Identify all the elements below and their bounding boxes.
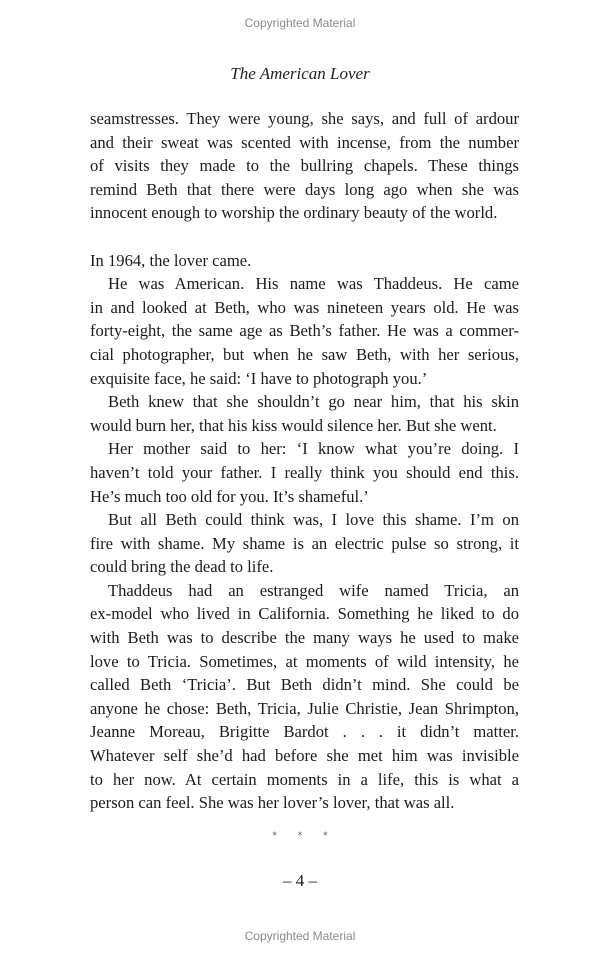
text-line: anyone he chose: Beth, Tricia, Julie Christie, Jean Shrimpton, [90, 698, 519, 718]
text-line: with Beth was to describe the many ways he used to make [90, 628, 519, 648]
text-line: in and looked at Beth, who was nineteen years old. He was [90, 297, 519, 317]
text-line: cial photographer, but when he saw Beth, with her serious, [90, 344, 519, 364]
body-text [90, 107, 519, 815]
text-line: He’s much too old for you. It’s shameful.’ [90, 486, 369, 506]
text-line: exquisite face, he said: ‘I have to photograph you.’ [90, 368, 428, 388]
text-line: love to Tricia. Sometimes, at moments of wild intensity, he [90, 651, 519, 671]
text-line: person can feel. She was her lover’s lover, that was all. [90, 793, 455, 813]
text-line: forty-eight, the same age as Beth’s father. He was a commer- [90, 321, 519, 341]
copyright-watermark-bottom: Copyrighted Material [244, 929, 356, 943]
text-line: Jeanne Moreau, Brigitte Bardot . . . it didn’t matter. [90, 722, 519, 742]
section-break: * * * [272, 831, 328, 841]
page-number: – 4 – [283, 871, 317, 890]
text-line: fire with shame. My shame is an electric pulse so strong, it [90, 533, 519, 553]
text-line: But all Beth could think was, I love this shame. I’m on [108, 510, 519, 530]
text-line: innocent enough to worship the ordinary beauty of the world. [90, 203, 498, 223]
text-line: Thaddeus had an estranged wife named Tricia, an [108, 580, 519, 600]
text-line: Her mother said to her: ‘I know what you’re doing. I [108, 439, 519, 459]
text-line: to her now. At certain moments in a life, this is what a [90, 769, 519, 789]
text-line: In 1964, the lover came. [90, 250, 252, 270]
text-line: could bring the dead to life. [90, 557, 274, 577]
text-line: haven’t told your father. I really think you should end this. [90, 462, 519, 482]
running-head: The American Lover [230, 64, 370, 83]
text-line: ex-model who lived in California. Something he liked to do [90, 604, 519, 624]
text-line: of visits they made to the bullring chapels. These things [90, 156, 519, 176]
paragraph-gap [90, 225, 519, 249]
text-line: seamstresses. They were young, she says, and full of ardour [90, 109, 519, 128]
text-line: Beth knew that she shouldn’t go near him, that his skin [108, 392, 519, 412]
text-line: He was American. His name was Thaddeus. He came [108, 274, 519, 294]
text-line: called Beth ‘Tricia’. But Beth didn’t mind. She could be [90, 675, 519, 695]
text-line: remind Beth that there were days long ago when she was [90, 179, 519, 199]
text-line: Whatever self she’d had before she met him was invisible [90, 746, 519, 766]
text-line: would burn her, that his kiss would silence her. But she went. [90, 415, 497, 435]
text-line: and their sweat was scented with incense, from the number [90, 132, 519, 152]
copyright-watermark-top: Copyrighted Material [244, 16, 356, 30]
